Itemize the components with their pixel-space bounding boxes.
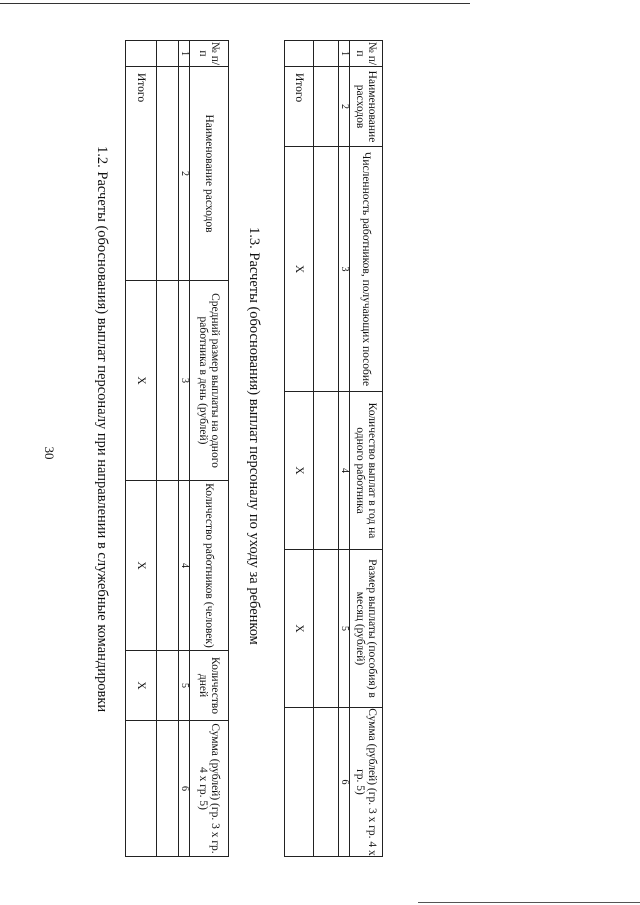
column-number-cell: 6 — [179, 721, 190, 857]
column-number-cell: 2 — [339, 67, 350, 147]
child-care-table — [284, 40, 383, 857]
table-cell — [157, 651, 179, 721]
not-applicable-mark: X — [126, 651, 157, 721]
table-cell — [314, 41, 339, 67]
column-number-cell: 5 — [339, 550, 350, 708]
total-label: Итого — [285, 67, 314, 147]
table-row — [157, 41, 179, 857]
table-cell — [314, 550, 339, 708]
table-cell — [157, 481, 179, 651]
not-applicable-mark: X — [285, 550, 314, 708]
total-row — [126, 41, 157, 857]
business-trip-table — [125, 40, 229, 857]
header-cell-number: № п/п — [190, 41, 229, 67]
total-label: Итого — [126, 67, 157, 281]
column-number-cell: 4 — [339, 392, 350, 550]
header-cell-expense-name: Наименование расходов — [350, 67, 383, 147]
not-applicable-mark: X — [285, 392, 314, 550]
table-cell — [157, 67, 179, 281]
table-cell — [314, 67, 339, 147]
column-number-cell: 5 — [179, 651, 190, 721]
column-number-cell: 2 — [179, 67, 190, 281]
section-1-3-title: 1.3. Расчеты (обоснования) выплат персоналу по уходу за ребенком — [246, 227, 262, 645]
header-cell-expense-name: Наименование расходов — [190, 67, 229, 281]
table-cell — [157, 41, 179, 67]
table-header-row — [350, 41, 383, 857]
header-cell-monthly-amount: Размер выплаты (пособия) в месяц (рублей) — [350, 550, 383, 708]
header-cell-employee-count: Количество работников (человек) — [190, 481, 229, 651]
total-sum-cell — [126, 721, 157, 857]
table-cell — [314, 392, 339, 550]
header-cell-payments-per-year: Количество выплат в год на одного работника — [350, 392, 383, 550]
table-row — [314, 41, 339, 857]
column-number-cell: 1 — [339, 41, 350, 67]
table-header-row — [190, 41, 229, 857]
header-cell-avg-payment: Средний размер выплаты на одного работника в день (рублей) — [190, 281, 229, 481]
table-cell — [314, 708, 339, 857]
table-cell — [157, 721, 179, 857]
table-cell — [157, 281, 179, 481]
page-number: 30 — [42, 446, 57, 460]
not-applicable-mark: X — [126, 281, 157, 481]
column-number-cell: 3 — [179, 281, 190, 481]
column-number-cell: 3 — [339, 147, 350, 392]
total-sum-cell — [285, 708, 314, 857]
column-number-cell: 1 — [179, 41, 190, 67]
header-cell-days-count: Количество дней — [190, 651, 229, 721]
header-cell-recipient-count: Численность работников, получающих пособие — [350, 147, 383, 392]
table-cell — [285, 41, 314, 67]
column-number-row — [339, 41, 350, 857]
section-1-2-title: 1.2. Расчеты (обоснования) выплат персоналу при направлении в служебные командировки — [94, 146, 110, 713]
not-applicable-mark: X — [126, 481, 157, 651]
column-number-cell: 6 — [339, 708, 350, 857]
header-cell-number: № п/п — [350, 41, 383, 67]
header-cell-sum: Сумма (рублей) (гр. 3 х гр. 4 х гр. 5) — [190, 721, 229, 857]
table-cell — [126, 41, 157, 67]
total-row — [285, 41, 314, 857]
not-applicable-mark: X — [285, 147, 314, 392]
header-cell-sum: Сумма (рублей) (гр. 3 х гр. 4 х гр. 5) — [350, 708, 383, 857]
table-cell — [314, 147, 339, 392]
column-number-row — [179, 41, 190, 857]
column-number-cell: 4 — [179, 481, 190, 651]
